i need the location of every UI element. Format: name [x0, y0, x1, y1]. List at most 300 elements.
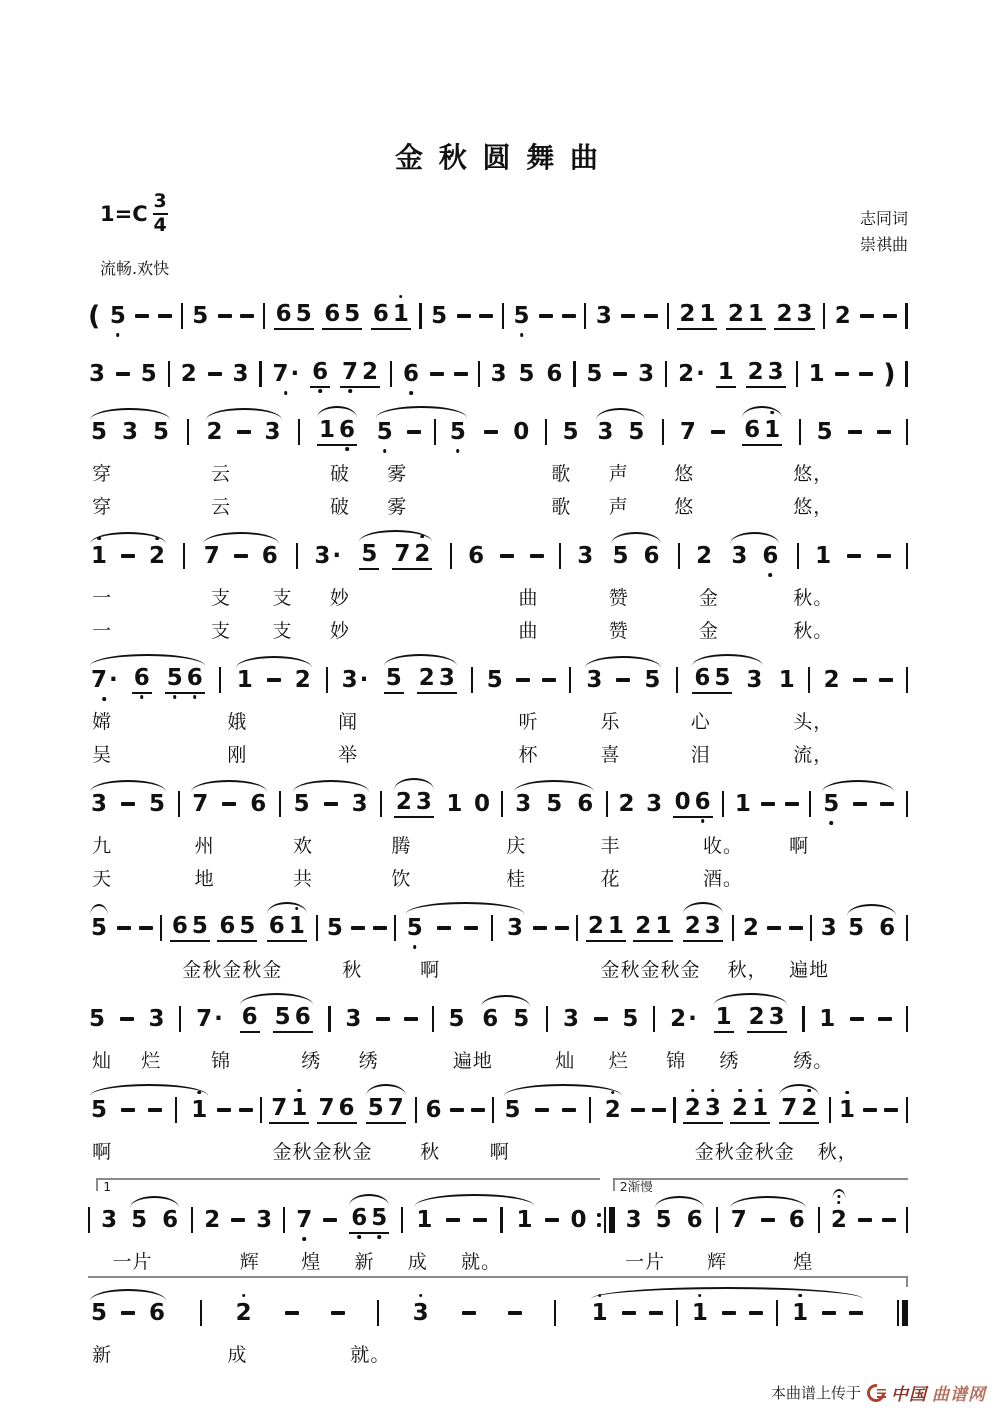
note: 2 — [618, 790, 635, 817]
barline — [471, 667, 473, 693]
barline — [667, 303, 669, 329]
lyric-syllable: 闻 — [338, 711, 359, 733]
note: 3 — [415, 788, 432, 815]
note: 0 — [570, 1206, 587, 1233]
lyric-syllable: 声 — [608, 496, 629, 518]
lyric-syllable: 歌 — [551, 496, 572, 518]
duration-dash — [139, 926, 153, 929]
octave-dot-above — [611, 1091, 615, 1095]
lyric-syllable: 娥 — [227, 711, 248, 733]
barline — [328, 1006, 330, 1032]
note: 5 — [406, 917, 424, 940]
duration-dash — [847, 554, 861, 557]
note: 6 — [577, 790, 594, 817]
note: 1 — [288, 915, 306, 938]
note: 6 — [324, 300, 341, 327]
note: 6 — [250, 790, 267, 817]
lyric-syllable: 曲 — [518, 587, 539, 609]
lyric-syllable: 九 — [92, 835, 113, 857]
duration-dash — [121, 554, 135, 557]
note: 5 — [816, 418, 833, 445]
slur-group — [479, 1005, 532, 1032]
note: 5 — [370, 1207, 388, 1230]
duration-dash — [878, 1017, 892, 1020]
slur-group — [189, 790, 269, 817]
note: 6 — [275, 300, 292, 327]
octave-dot-below — [193, 695, 197, 699]
score-line — [88, 1290, 908, 1369]
lyrics-row — [88, 1133, 908, 1166]
barline — [905, 361, 907, 387]
slur-group — [728, 542, 781, 569]
note: 5 — [140, 360, 157, 387]
lyric-syllable: 绣 — [719, 1050, 740, 1072]
slur-group — [88, 790, 168, 817]
parenthesis: ) — [883, 358, 896, 390]
barline — [316, 915, 318, 941]
barline — [279, 791, 281, 817]
volta-first: 1 — [96, 1178, 600, 1191]
note: 5 — [153, 418, 170, 445]
note: 5 — [449, 421, 467, 444]
barline — [492, 1097, 494, 1123]
note: 7 — [192, 790, 209, 817]
duration-dash — [208, 372, 222, 375]
duration-dash — [450, 1108, 464, 1111]
note: 5 — [562, 418, 579, 445]
barline — [200, 1300, 202, 1326]
lyric-syllable: 丰 — [600, 835, 621, 857]
duration-dash — [121, 1311, 135, 1314]
note: 7 — [341, 361, 359, 384]
duration-dash — [877, 554, 891, 557]
duration-dash — [789, 926, 803, 929]
thin-bar — [604, 1207, 606, 1233]
note: 3 — [704, 1097, 722, 1120]
duration-dash — [376, 1017, 390, 1020]
duration-dash — [446, 1218, 460, 1221]
octave-dot-below — [829, 821, 833, 825]
notation-line — [88, 996, 908, 1042]
duration-dash — [613, 372, 627, 375]
parenthesis: ( — [88, 300, 101, 332]
lyric-syllable: 妙 — [329, 620, 350, 642]
slur-group — [238, 1003, 315, 1033]
lyric-syllable: 锦 — [666, 1050, 687, 1072]
duration-dash — [822, 1311, 836, 1314]
lyric-syllable: 成 — [407, 1251, 428, 1273]
note: 1 — [838, 1099, 856, 1122]
lyric-syllable: 秋 — [342, 959, 363, 981]
score-line — [88, 996, 908, 1075]
note: 5 — [714, 664, 731, 691]
note: 1 — [734, 790, 751, 817]
note: 6 — [744, 416, 761, 443]
note: 6 — [162, 1206, 179, 1233]
duration-dash — [850, 1017, 864, 1020]
lyrics-row — [88, 703, 908, 736]
note: 5 — [622, 1005, 639, 1032]
lyric-syllable: 绣。 — [793, 1050, 834, 1072]
score-line — [88, 409, 908, 521]
beam-group — [371, 300, 411, 330]
note: 5 — [326, 914, 343, 941]
duration-dash — [479, 314, 493, 317]
lyric-syllable: 锦 — [211, 1050, 232, 1072]
note: 5 — [644, 666, 661, 693]
duration-dash — [877, 430, 891, 433]
note: 3 — [746, 666, 763, 693]
note: 3 — [351, 790, 368, 817]
beam-group — [417, 664, 457, 694]
slur-group — [681, 912, 725, 942]
score-line — [88, 533, 908, 645]
note: 6 — [133, 667, 151, 690]
note: 1 — [699, 300, 716, 327]
octave-dot-below — [173, 695, 177, 699]
barline — [377, 1300, 379, 1326]
note: 1 — [392, 303, 410, 326]
duration-dash — [562, 314, 576, 317]
note: 3 — [345, 1005, 362, 1032]
thick-bar — [609, 1207, 615, 1233]
beam-group — [677, 300, 717, 330]
note: 5 — [191, 912, 208, 939]
lyric-syllable: 一片 — [112, 1251, 153, 1273]
barline — [187, 419, 189, 445]
barline — [175, 1097, 177, 1123]
note: 2 — [748, 1003, 765, 1030]
beam-group — [217, 912, 257, 942]
barline — [776, 1300, 778, 1326]
lyric-syllable: 啊 — [420, 959, 441, 981]
credits — [860, 206, 908, 257]
site-name-secondary: 曲谱网 — [932, 1385, 986, 1405]
lyrics-row — [88, 951, 908, 984]
octave-dot-below — [769, 573, 773, 577]
barline — [296, 543, 298, 569]
lyric-syllable: 金秋金秋金 — [694, 1141, 795, 1163]
lyric-syllable: 灿 — [92, 1050, 113, 1072]
slur-group — [364, 1094, 408, 1124]
duration-dash — [882, 1218, 896, 1221]
slur-group — [777, 1094, 821, 1124]
note: 3 — [625, 1206, 642, 1233]
note: 1 — [236, 666, 253, 693]
note: 1 — [691, 1302, 709, 1325]
beam-group — [366, 1094, 406, 1124]
duration-dash — [767, 926, 781, 929]
barline — [676, 1300, 678, 1326]
duration-dash — [121, 802, 135, 805]
beam-group — [633, 912, 673, 942]
octave-dot-below — [140, 695, 144, 699]
augmentation-dot: · — [359, 666, 369, 693]
duration-dash — [121, 1108, 135, 1111]
lyric-syllable: 饮 — [391, 868, 412, 890]
octave-dot-below — [701, 819, 705, 823]
note: 1 — [290, 1097, 308, 1120]
duration-dash — [631, 1108, 645, 1111]
lyrics-row — [88, 860, 908, 893]
lyric-syllable: 啊 — [789, 835, 810, 857]
octave-dot-below — [377, 1235, 381, 1239]
duration-dash — [883, 314, 897, 317]
lyric-syllable: 烂 — [608, 1050, 629, 1072]
lyric-syllable: 流， — [793, 744, 834, 766]
note: 5 — [504, 1096, 521, 1123]
score-line — [88, 351, 908, 397]
note: 5 — [612, 542, 629, 569]
lyric-syllable: 妙 — [329, 587, 350, 609]
duration-dash — [722, 1311, 736, 1314]
duration-dash — [749, 1311, 763, 1314]
lyric-syllable: 花 — [600, 868, 621, 890]
note: 3 — [646, 790, 663, 817]
octave-dot-above — [598, 1294, 602, 1298]
volta-brackets — [88, 1178, 908, 1194]
duration-dash — [859, 372, 873, 375]
note: 2 — [800, 1097, 818, 1120]
duration-dash — [462, 1311, 476, 1314]
slur-group — [88, 914, 110, 941]
lyric-syllable: 秋。 — [793, 587, 834, 609]
octave-dot-above — [691, 1089, 695, 1093]
note: 2 · — [678, 360, 705, 387]
beam-group — [673, 788, 713, 818]
augmentation-dot: · — [696, 360, 705, 387]
lyric-syllable: 曲 — [518, 620, 539, 642]
barline — [260, 1097, 262, 1123]
note: 3 — [232, 360, 249, 387]
note: 2 — [747, 358, 764, 385]
note: 5 — [293, 790, 310, 817]
barline — [799, 419, 801, 445]
slur-group — [88, 542, 168, 569]
lyric-syllable: 就。 — [461, 1251, 502, 1273]
duration-dash — [621, 314, 635, 317]
duration-dash — [853, 802, 867, 805]
thin-bar — [897, 1300, 899, 1326]
note: 7 · — [271, 363, 300, 386]
lyric-syllable: 新 — [92, 1344, 113, 1366]
score-line — [88, 905, 908, 984]
note: 2 — [604, 1099, 622, 1122]
tempo-marking: 流畅.欢快 — [100, 259, 170, 278]
slur-group — [404, 915, 526, 941]
composer-credit: 崇祺曲 — [859, 234, 908, 254]
lyric-syllable: 腾 — [391, 835, 412, 857]
beam-group — [310, 358, 330, 388]
lyric-syllable: 金秋金秋金 — [272, 1141, 373, 1163]
duration-dash — [471, 1108, 485, 1111]
beam-group — [394, 788, 434, 818]
note: 2 — [776, 300, 793, 327]
note: 5 — [91, 914, 108, 941]
barline — [259, 361, 261, 387]
lyric-syllable: 支 — [211, 620, 232, 642]
beam-group — [779, 1094, 819, 1124]
barline — [183, 543, 185, 569]
barline — [502, 303, 504, 329]
barline — [796, 361, 798, 387]
barline — [829, 1097, 831, 1123]
beam-group — [165, 664, 205, 694]
duration-dash — [373, 926, 387, 929]
slur-group — [88, 664, 207, 694]
slur-group — [88, 1299, 168, 1326]
octave-dot-below — [413, 945, 417, 949]
lyric-syllable: 心 — [690, 711, 711, 733]
lyric-syllable: 杯 — [518, 744, 539, 766]
duration-dash — [594, 1017, 608, 1020]
note: 6 — [338, 1094, 355, 1121]
barline — [906, 419, 908, 445]
note: 2 — [206, 418, 223, 445]
beam-group — [273, 1003, 313, 1033]
barline — [219, 667, 221, 693]
note: 3 — [768, 1003, 785, 1030]
octave-dot-above — [770, 411, 774, 415]
note: 6 — [425, 1096, 442, 1123]
notation-line — [88, 1197, 908, 1243]
note: 3 — [148, 1005, 165, 1032]
octave-dot-above — [419, 1294, 423, 1298]
lyric-syllable: 听 — [518, 711, 539, 733]
note: 3 — [638, 360, 655, 387]
note: 3 — [704, 912, 721, 939]
lyric-syllable: 金秋金秋金 — [182, 959, 283, 981]
note: 6 — [546, 360, 563, 387]
note: 3 — [256, 1206, 273, 1233]
note: 0 — [674, 788, 691, 815]
note: 1 — [446, 790, 463, 817]
octave-dot-below — [456, 449, 460, 453]
duration-dash — [473, 1218, 487, 1221]
octave-dot-above — [295, 907, 299, 911]
note: 3 — [89, 360, 106, 387]
note: 5 — [513, 1005, 530, 1032]
lyric-syllable: 穿 — [92, 463, 113, 485]
slur-group — [653, 1206, 706, 1233]
note: 1 — [717, 358, 734, 385]
lyric-syllable: 一 — [92, 587, 113, 609]
duration-dash — [407, 430, 421, 433]
barline — [178, 791, 180, 817]
note: 3 — [731, 542, 748, 569]
beam-group — [317, 1094, 357, 1124]
lyric-syllable: 吴 — [92, 744, 113, 766]
note: 1 — [751, 1097, 769, 1120]
note: 2 — [684, 1097, 702, 1120]
note: 3 · — [314, 542, 342, 569]
note: 1 — [416, 1206, 433, 1233]
note: 5 — [513, 305, 531, 328]
duration-dash — [860, 314, 874, 317]
key-label: 1=C — [100, 201, 148, 226]
note: 5 — [385, 664, 402, 691]
slur-group — [740, 416, 784, 446]
lyric-syllable: 悠， — [793, 463, 834, 485]
lyric-syllable: 煌 — [301, 1251, 322, 1273]
barline — [88, 1207, 90, 1233]
lyrics-row — [88, 579, 908, 612]
octave-dot-above — [155, 537, 159, 541]
note: 3 — [767, 358, 784, 385]
lyric-syllable: 赞 — [608, 620, 629, 642]
lyric-syllable: 云 — [211, 496, 232, 518]
note: 0 — [513, 418, 530, 445]
barline — [716, 1207, 718, 1233]
note: 7 · — [90, 669, 119, 692]
duration-dash — [545, 1218, 559, 1221]
duration-dash — [849, 1311, 863, 1314]
note: 2 — [235, 1302, 253, 1325]
duration-dash — [240, 314, 254, 317]
slur-group — [234, 666, 314, 693]
note: 5 — [822, 793, 840, 816]
note: 6 — [643, 542, 660, 569]
note: 2 — [834, 302, 851, 329]
note: 5 — [89, 1005, 106, 1032]
octave-dot-below — [345, 447, 349, 451]
note: 2 — [413, 543, 431, 566]
octave-dot-above — [798, 1294, 802, 1298]
barline — [906, 1207, 908, 1233]
note: 5 — [376, 421, 394, 444]
barline — [576, 915, 578, 941]
note: 5 — [91, 1299, 108, 1326]
duration-dash — [622, 1311, 636, 1314]
note: 2 — [830, 1209, 848, 1232]
lyric-syllable: 收。 — [703, 835, 744, 857]
lyric-syllable: 地 — [194, 868, 215, 890]
note: 3 — [577, 542, 594, 569]
note: 2 — [294, 666, 311, 693]
duration-dash — [761, 1218, 775, 1221]
lyric-syllable: 乐 — [600, 711, 621, 733]
barline — [818, 1207, 820, 1233]
duration-dash — [323, 1218, 337, 1221]
octave-dot-below — [284, 391, 288, 395]
notation-line — [88, 1087, 908, 1133]
barline — [419, 303, 421, 329]
note: 2 — [180, 360, 197, 387]
barline — [394, 915, 396, 941]
barline — [823, 303, 825, 329]
barline — [906, 1006, 908, 1032]
note: 6 — [350, 1207, 368, 1230]
lyric-syllable: 穿 — [92, 496, 113, 518]
duration-dash — [761, 802, 775, 805]
note: 1 — [655, 912, 672, 939]
lyric-syllable: 刚 — [227, 744, 248, 766]
duration-dash — [484, 430, 498, 433]
lyric-syllable: 支 — [272, 620, 293, 642]
note: 6 — [149, 1299, 166, 1326]
duration-dash — [116, 372, 130, 375]
beam-group — [716, 358, 736, 388]
slur-group — [690, 664, 765, 694]
slur-group — [594, 418, 647, 445]
duration-dash — [285, 1311, 299, 1314]
barline — [326, 667, 328, 693]
note: 1 — [778, 666, 795, 693]
note: 6 — [186, 667, 204, 690]
barline — [906, 791, 908, 817]
slur-group — [609, 542, 662, 569]
note: 3 — [820, 914, 837, 941]
